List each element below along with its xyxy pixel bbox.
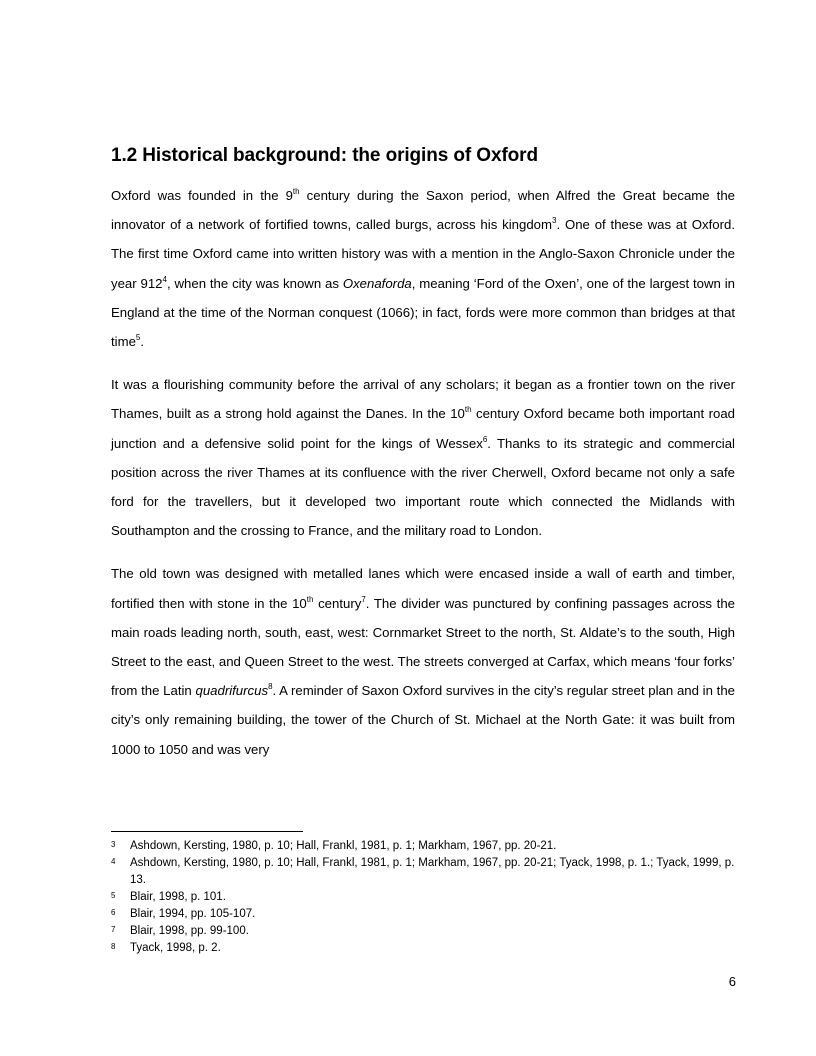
p2-superscript-th: th (464, 405, 472, 415)
footnote-ref-6[interactable]: 6 (482, 434, 488, 444)
p3-text-c: . The divider was punctured by confining passages across the main roads leading north, south, east, west: Cornmarket Street to the north, St. Aldate’s to the south, High Street to the east, and Queen Street to the west. The streets converged at Carfax, which means ‘four forks’ from the Latin (111, 595, 735, 699)
footnote-text: Ashdown, Kersting, 1980, p. 10; Hall, Frankl, 1981, p. 1; Markham, 1967, pp. 20-21. (130, 840, 557, 852)
p3-text-b: century (313, 595, 362, 611)
footnote-ref-8[interactable]: 8 (268, 682, 273, 692)
paragraph-1 (111, 181, 735, 356)
p3-superscript-th: th (306, 594, 314, 604)
footnote-item (111, 906, 735, 923)
p1-superscript-th: th (292, 187, 300, 196)
footnote-item (111, 855, 735, 889)
footnote-ref-5[interactable]: 5 (135, 333, 141, 343)
p1-text-e: , meaning ‘Ford of the Oxen’, one of the largest town in England at the time of the Norman conquest (1066); in fact, fords were more common than bridges at that time (111, 275, 735, 350)
footnote-text: Blair, 1998, pp. 99-100. (130, 925, 249, 937)
footnote-text: Blair, 1998, p. 101. (130, 891, 226, 903)
paragraph-3 (111, 559, 735, 763)
body-text (111, 181, 735, 778)
p2-text-c: . Thanks to its strategic and commercial position across the river Thames at its confluence with the river Cherwell, Oxford became not only a safe ford for the travellers, but it developed two important route which connected the Midlands with Southampton and the crossing to France, and the military road to London. (111, 435, 735, 539)
footnote-number: 6 (111, 908, 116, 917)
footnote-text: Ashdown, Kersting, 1980, p. 10; Hall, Frankl, 1981, p. 1; Markham, 1967, pp. 20-21; Tyack, 1998, p. 1.; Tyack, 1999, p. 13. (130, 857, 735, 886)
footnote-ref-7[interactable]: 7 (361, 594, 366, 604)
p2-text-a: It was a flourishing community before the arrival of any scholars; it began as a frontier town on the river Thames, built as a strong hold against the Danes. In the 10 (111, 377, 735, 422)
p1-text-a: Oxford was founded in the 9 (111, 188, 293, 203)
p1-text-f: . (140, 334, 145, 350)
footnote-number: 4 (111, 857, 116, 866)
section-heading: 1.2 Historical background: the origins of Oxford (111, 145, 538, 166)
footnotes (111, 838, 735, 957)
footnote-number: 7 (111, 925, 116, 934)
footnote-item (111, 923, 735, 940)
footnote-ref-3[interactable]: 3 (551, 216, 557, 226)
footnote-number: 5 (111, 891, 116, 900)
p1-italic-term: Oxenaforda (342, 275, 412, 291)
footnote-item (111, 838, 735, 855)
footnote-item (111, 889, 735, 906)
p1-text-c: . One of these was at Oxford. The first time Oxford came into written history was with a mention in the Anglo-Saxon Chronicle under the year 912 (111, 217, 735, 291)
footnote-separator (111, 831, 303, 832)
footnote-number: 8 (111, 942, 116, 951)
p2-text-b: century Oxford became both important road junction and a defensive solid point for the kings of Wessex (111, 406, 735, 451)
footnote-item (111, 940, 735, 957)
footnote-number: 3 (111, 840, 116, 849)
footnote-text: Tyack, 1998, p. 2. (130, 942, 221, 954)
paragraph-2 (111, 370, 735, 545)
page-number: 6 (728, 974, 736, 989)
p1-text-b: century during the Saxon period, when Alfred the Great became the innovator of a network of fortified towns, called burgs, across his kingdom (111, 188, 735, 233)
p3-italic-term: quadrifurcus (195, 683, 269, 699)
p1-text-d: , when the city was known as (166, 275, 343, 291)
p3-text-d: . A reminder of Saxon Oxford survives in the city’s regular street plan and in the city’s only remaining building, the tower of the Church of St. Michael at the North Gate: it was built from 1000 to 1050 and was very (111, 683, 735, 757)
footnote-text: Blair, 1994, pp. 105-107. (130, 908, 256, 920)
footnote-ref-4[interactable]: 4 (162, 274, 167, 284)
p3-text-a: The old town was designed with metalled lanes which were encased inside a wall of earth and timber, fortified then with stone in the 10 (111, 566, 735, 611)
